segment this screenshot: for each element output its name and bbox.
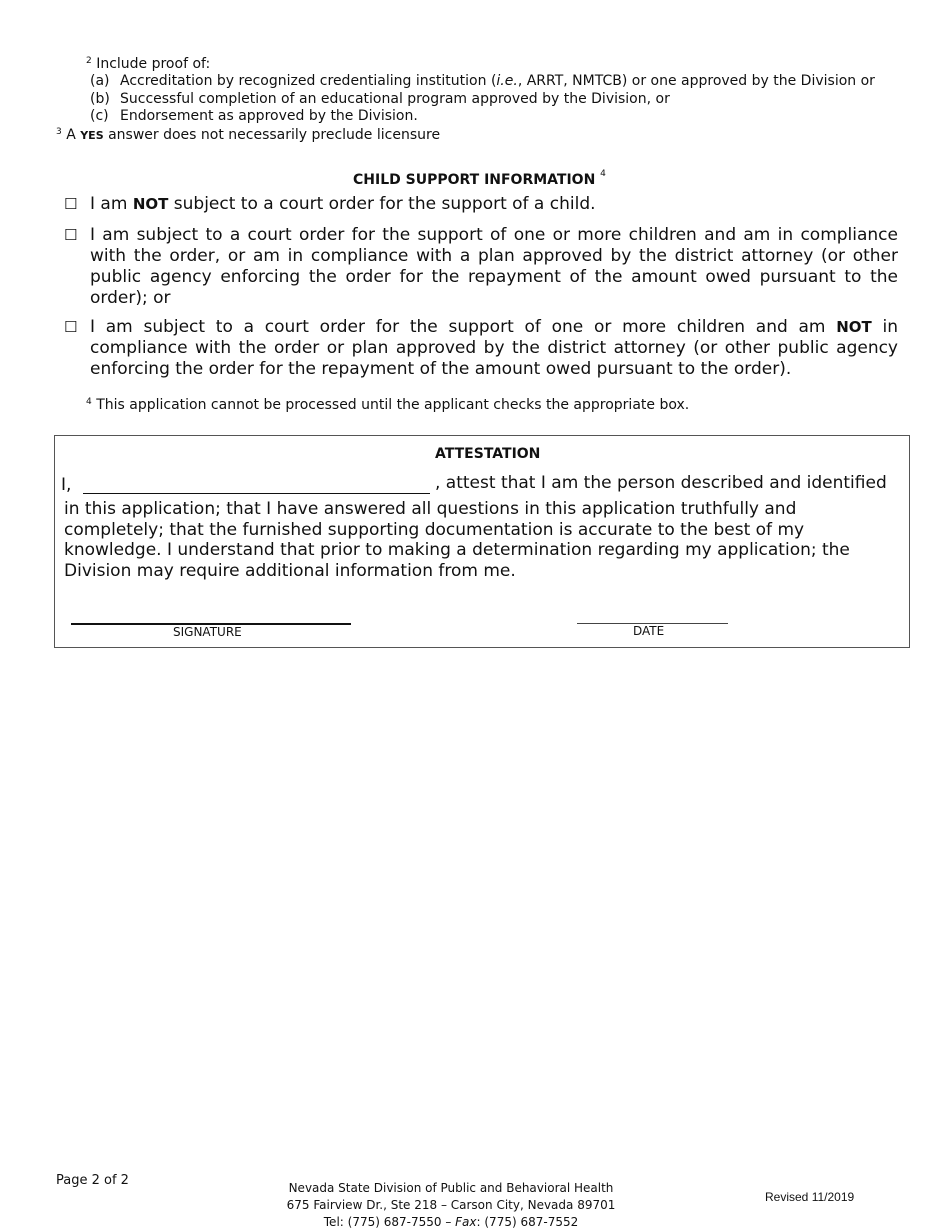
option-text-bold: NOT	[836, 318, 872, 336]
footnote-text-pre: A	[66, 127, 76, 143]
attestation-body: in this application; that I have answered all questions in this application truthfully and completely; that the furnished supporting documentation is accurate to the best of my knowledge. I understand that prior to making a determination regarding my application; the Division may require additional information from me.	[64, 499, 850, 581]
footer-contact	[271, 1214, 631, 1231]
option-text-post: subject to a court order for the support of a child.	[173, 194, 596, 214]
attestation-line1: , attest that I am the person described and identified	[435, 473, 887, 493]
child-support-option-1	[64, 194, 898, 215]
footer-tel: Tel: (775) 687-7550	[323, 1215, 442, 1229]
option-text	[90, 317, 898, 380]
checkbox-not-in-compliance[interactable]: ☐	[64, 318, 78, 336]
item-text-post: , ARRT, NMTCB) or one approved by the Division or	[517, 73, 875, 89]
note-text: This application cannot be processed until the applicant checks the appropriate box.	[96, 397, 690, 413]
option-text	[90, 194, 898, 215]
option-text-pre: I am	[90, 194, 128, 214]
page-number: Page 2 of 2	[56, 1173, 129, 1188]
footer-address: 675 Fairview Dr., Ste 218 – Carson City, Nevada 89701	[286, 1198, 616, 1212]
footnote-marker: 2	[86, 56, 92, 66]
footnote-item-c	[90, 108, 418, 125]
item-label: (a)	[90, 73, 110, 89]
footer-org: Nevada State Division of Public and Behavioral Health	[288, 1181, 614, 1195]
checkbox-not-subject[interactable]: ☐	[64, 195, 78, 213]
item-label: (b)	[90, 91, 110, 107]
option-text-post: in compliance with the order or plan approved by the district attorney (or other public agency enforcing the order for the repayment of the amount owed pursuant to the order).	[90, 317, 898, 379]
footnote-3	[56, 127, 440, 144]
footnote-yes: YES	[80, 129, 104, 142]
footnote-item-b	[90, 91, 670, 108]
section-title-text: CHILD SUPPORT INFORMATION	[353, 172, 596, 188]
footnote-marker: 3	[56, 127, 62, 137]
child-support-title	[353, 169, 606, 188]
footnote-2-intro	[86, 56, 210, 73]
checkbox-in-compliance[interactable]: ☐	[64, 226, 78, 244]
item-text: Successful completion of an educational program approved by the Division, or	[120, 91, 670, 107]
child-support-option-2	[64, 225, 898, 309]
attestation-box	[54, 435, 910, 648]
revised-date: Revised 11/2019	[765, 1190, 855, 1204]
item-text-italic: i.e.	[496, 73, 518, 89]
attestation-title: ATTESTATION	[435, 446, 541, 462]
option-text: I am subject to a court order for the support of one or more children and am in compliance with the order, or am in compliance with a plan approved by the district attorney (or other public agency enforcing the order for the repayment of the amount owed pursuant to the order); or	[90, 225, 898, 308]
signature-label: SIGNATURE	[173, 625, 242, 639]
footnote-marker: 4	[600, 169, 606, 179]
item-text: Endorsement as approved by the Division.	[120, 108, 418, 124]
date-label: DATE	[633, 624, 665, 638]
footer-address-block	[271, 1180, 631, 1231]
attestation-lead: I,	[61, 475, 72, 495]
footer-fax-label: Fax	[455, 1215, 477, 1229]
option-text-pre: I am subject to a court order for the support of one or more children and am	[90, 317, 826, 337]
footer-sep: –	[445, 1215, 452, 1229]
item-text-pre: Accreditation by recognized credentialing institution (	[120, 73, 497, 89]
item-label: (c)	[90, 108, 109, 124]
name-input-line[interactable]	[83, 493, 430, 494]
child-support-option-3	[64, 317, 898, 380]
footnote-marker: 4	[86, 397, 92, 407]
child-support-note	[86, 397, 689, 414]
footnote-item-a	[90, 73, 875, 90]
option-text-bold: NOT	[132, 195, 169, 213]
footnote-text: Include proof of:	[96, 56, 211, 72]
footnote-text-post: answer does not necessarily preclude licensure	[108, 127, 441, 143]
footer-fax: : (775) 687-7552	[476, 1215, 579, 1229]
